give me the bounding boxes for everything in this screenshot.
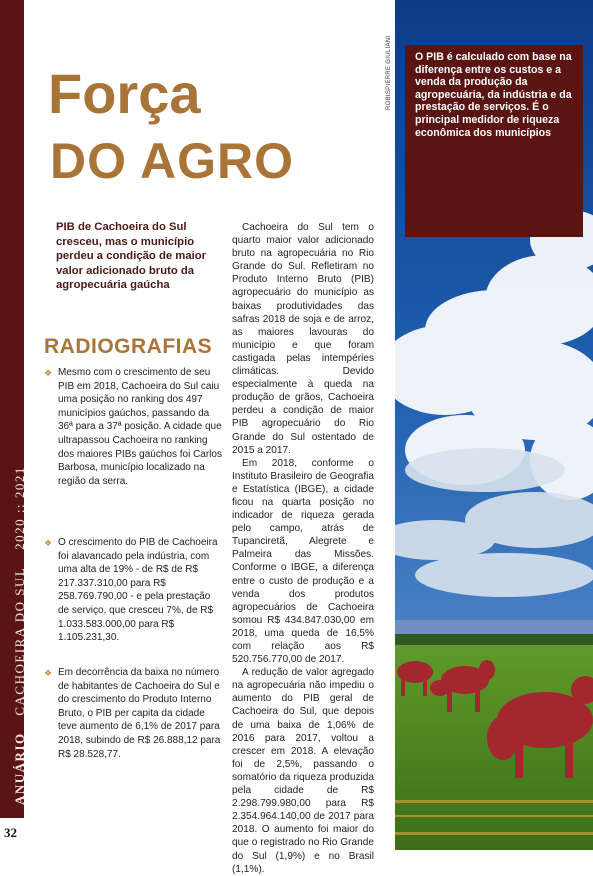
page-number: 32 (4, 825, 17, 840)
info-box (405, 45, 583, 237)
diamond-bullet-icon: ❖ (44, 668, 53, 678)
body-column (232, 221, 374, 876)
diamond-bullet-icon: ❖ (44, 538, 53, 548)
bullet-text: O crescimento do PIB de Cachoeira foi alavancado pela indústria, com uma alta de 19% - de R$ de R$ 217.337.310,00 para R$ 258.769.790,00 - e pela prestação de serviço, que cresceu 7%, de R$ 1.033.583.000,00 para R$ 1.105.231,30. (58, 537, 218, 644)
body-paragraph: Em 2018, conforme o Instituto Brasileiro de Geografia e Estatística (IBGE), a cidade ficou na quarta posição no indicador de riqueza gerada pelo campo, atrás de Tupanciretã, Alegrete e Palmeira das Missões. Conforme o IBGE, a diferença entre o custo de produção e a venda dos produtos agropecuários de Cachoeira somou R$ 434.847.030,00 em 2018, uma queda de 16,5% com relação aos R$ 520.756.770,00 de 2017. (232, 457, 374, 666)
spine-text (12, 454, 28, 805)
page-title-line2: DO AGRO (50, 133, 295, 189)
page-title-line1: Força (48, 62, 201, 125)
body-paragraph: A redução de valor agregado na agropecuária não impediu o aumento do PIB geral de Cachoeira do Sul, que depois de uma baixa de 1,06% de 2016 para 2017, voltou a crescer em 2018. A elevação foi de 2,5%, passando o somatório da riqueza produzida pela cidade de R$ 2.298.799.980,00 para R$ 2.354.964.140,00 de 2017 para 2018. O aumento foi maior do que o registrado no Rio Grande do Sul (1,9%) e no Brasil (1,1%). (232, 667, 374, 875)
spine-years: 2020 :: 2021 (12, 466, 27, 550)
photo-credit: ROBISPIERRE GIULIANI (386, 35, 392, 110)
spine-publication: CACHOEIRA DO SUL (12, 566, 27, 716)
spine-label: ANUÁRIO (12, 732, 27, 805)
body-paragraph: Cachoeira do Sul tem o quarto maior valor adicionado bruto na agropecuária no Rio Grande do Sul. Refletiram no Produto Interno Bruto (PIB) agropecuário do município as baixas produtividades das safras 2018 de soja e de arroz, as maiores lavouras do município e que foram castigada pelas intempéries climáticas. Devido especialmente à queda na produção de grãos, Cachoeira perdeu a condição de maior PIB agropecuário do Rio Grande do Sul ostentado de 2015 a 2017. (232, 222, 374, 456)
bullet-text: Em decorrência da baixa no número de habitantes de Cachoeira do Sul e do crescimento do Produto Interno Bruto, o PIB per capita da cidade teve aumento de 6,1% de 2017 para 2018, subindo de R$ 26.888,12 para R$ 28.528,77. (58, 667, 221, 760)
diamond-bullet-icon: ❖ (44, 368, 53, 378)
lead-paragraph: PIB de Cachoeira do Sul cresceu, mas o município perdeu a condição de maior valor adicionado bruto da agropecuária gaúcha (56, 221, 207, 292)
section-title: RADIOGRAFIAS (44, 335, 213, 358)
info-box-text: O PIB é calculado com base na diferença entre os custos e a venda da produção da agropecuária, da indústria e da prestação de serviços. É o principal medidor de riqueza econômica dos municípios (415, 51, 572, 139)
bullet-text: Mesmo com o crescimento de seu PIB em 2018, Cachoeira do Sul caiu uma posição no ranking dos 497 municípios gaúchos, passando da 36ª para a 37ª posição. A cidade que ultrapassou Cachoeira no ranking dos maiores PIBs gaúchos foi Carlos Barbosa, município localizado na região da serra. (58, 367, 222, 487)
